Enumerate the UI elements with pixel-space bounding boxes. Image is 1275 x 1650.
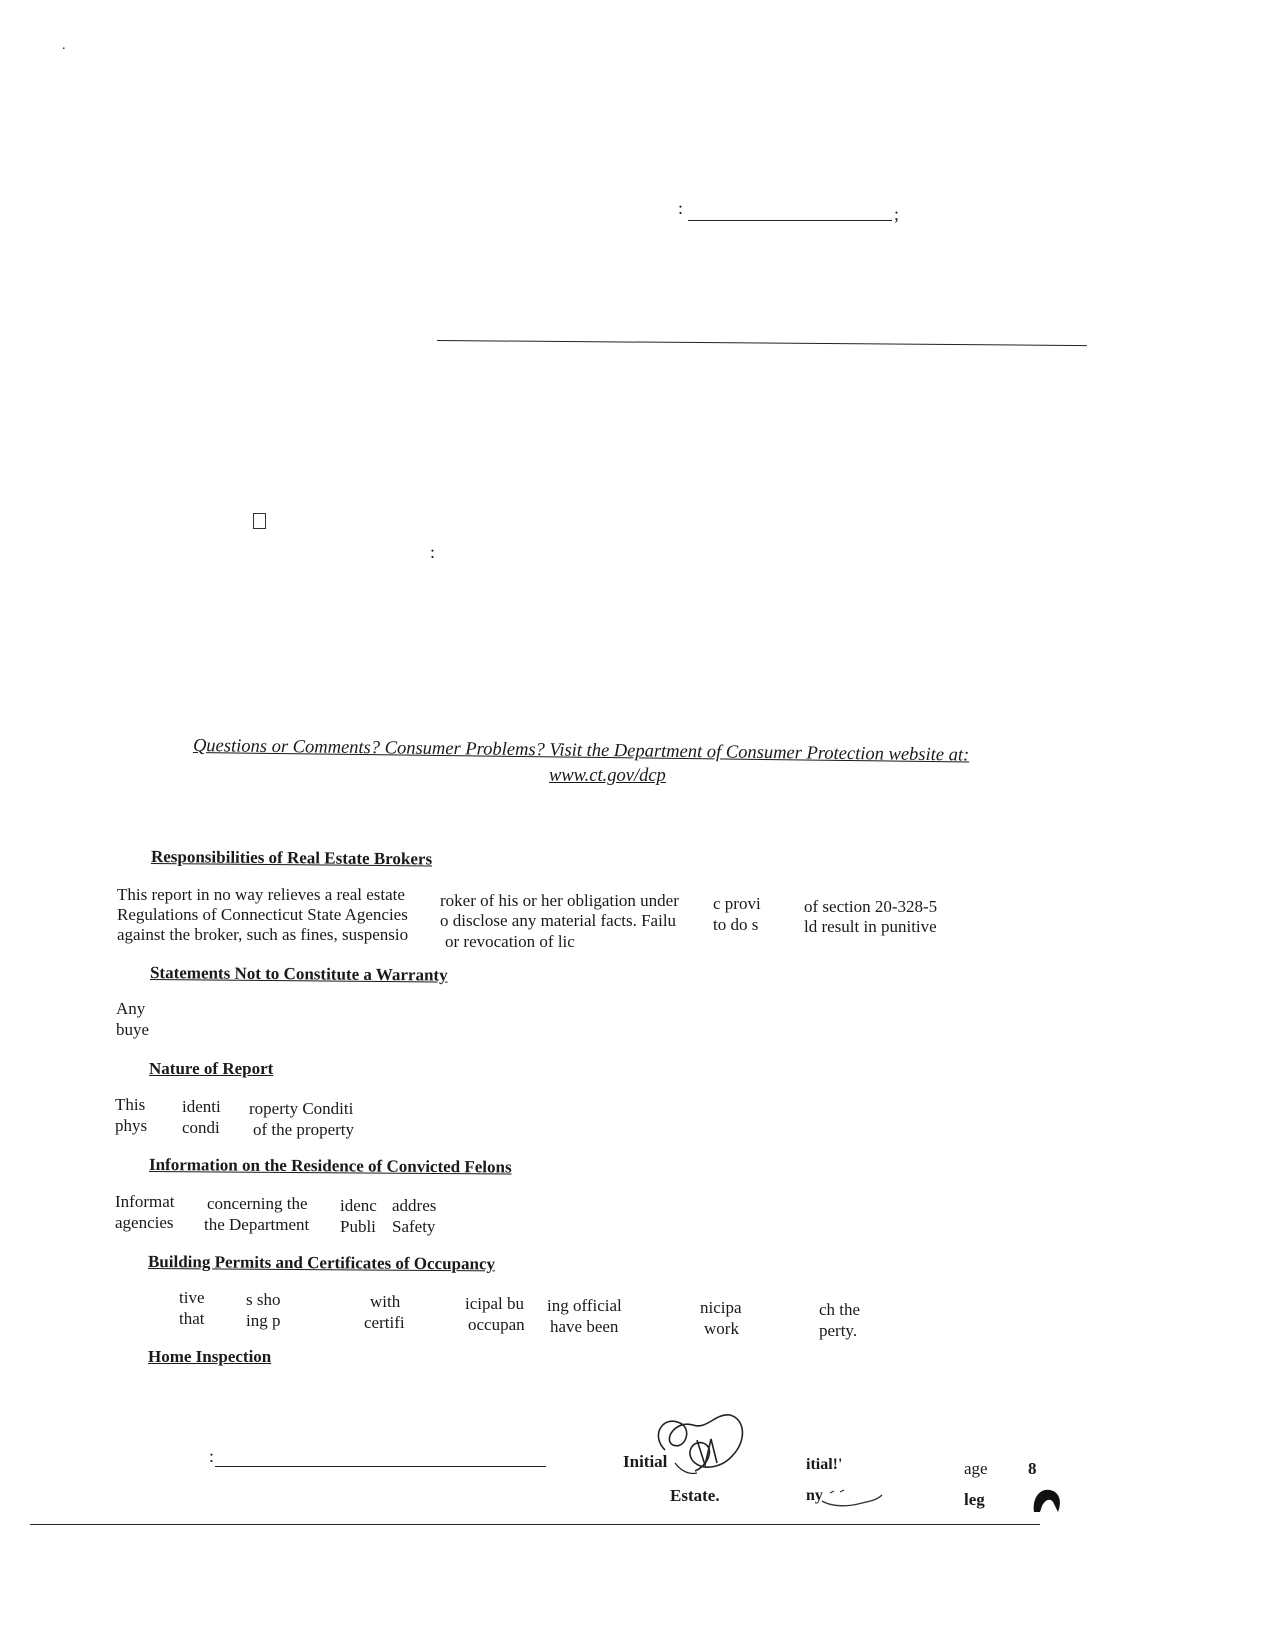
- page-label: age: [964, 1459, 988, 1478]
- text-line: certifi: [364, 1313, 405, 1332]
- handwritten-scribble-icon: [818, 1485, 888, 1509]
- nature-col1: [115, 1093, 147, 1137]
- blank-line-long: [437, 340, 1087, 346]
- brokers-col3: [713, 892, 761, 936]
- initials-mark-icon: [1030, 1486, 1066, 1516]
- page-number: 8: [1028, 1459, 1037, 1478]
- heading-felons: Information on the Residence of Convicted Felons: [148, 1155, 512, 1177]
- text-line: nicipa: [700, 1298, 742, 1317]
- text-line: phys: [115, 1116, 148, 1135]
- page-label-2: leg: [964, 1490, 985, 1509]
- text-line: occupan: [468, 1315, 525, 1334]
- brokers-col1: [117, 883, 408, 946]
- initials-label: Initial: [623, 1452, 668, 1471]
- felons-col1: [115, 1190, 174, 1234]
- field-semicolon: ;: [894, 204, 900, 224]
- text-line: ing p: [246, 1311, 281, 1330]
- text-line: This: [115, 1095, 146, 1114]
- blank-line: [688, 220, 892, 221]
- text-line: work: [704, 1319, 739, 1338]
- text-line: Regulations of Connecticut State Agencies: [117, 905, 408, 924]
- text-line: This report in no way relieves a real estate: [117, 885, 405, 904]
- text-line: ing official: [547, 1296, 622, 1315]
- field-colon: :: [678, 198, 684, 218]
- dcp-notice-line1: Questions or Comments? Consumer Problems? Visit the Department of Consumer Protection website at:: [192, 736, 970, 766]
- text-line: icipal bu: [465, 1294, 525, 1313]
- text-line: Any: [116, 999, 146, 1018]
- felons-col4: [392, 1194, 436, 1238]
- warranty-col1: [116, 997, 149, 1041]
- seller-initials-fragment: itial!': [806, 1456, 843, 1473]
- text-line: identi: [182, 1097, 221, 1116]
- text-line: have been: [550, 1317, 619, 1336]
- text-line: of section 20-328-5: [804, 897, 938, 916]
- text-line: roperty Conditi: [249, 1099, 354, 1118]
- heading-permits: Building Permits and Certificates of Occupancy: [147, 1252, 496, 1274]
- brokers-col4: [804, 895, 937, 938]
- estate-label: Estate.: [670, 1486, 720, 1505]
- text-line: agencies: [115, 1213, 174, 1232]
- text-line: roker of his or her obligation under: [440, 891, 679, 910]
- dcp-notice-url[interactable]: www.ct.gov/dcp: [549, 766, 666, 786]
- text-line: that: [179, 1309, 205, 1328]
- heading-nature: Nature of Report: [149, 1059, 274, 1078]
- nature-col3: [249, 1097, 354, 1141]
- footer-colon: :: [209, 1446, 215, 1466]
- text-line: with: [370, 1292, 401, 1311]
- field-colon-2: :: [430, 542, 436, 562]
- permits-col3: [364, 1290, 405, 1334]
- brokers-col2: [440, 889, 679, 953]
- text-line: addres: [392, 1196, 437, 1215]
- felons-col3: [340, 1194, 377, 1238]
- permits-col2: [246, 1288, 280, 1332]
- permits-col4: [465, 1292, 525, 1336]
- text-line: ld result in punitive: [804, 917, 937, 936]
- heading-brokers: Responsibilities of Real Estate Brokers: [150, 847, 433, 869]
- felons-col2: [204, 1192, 309, 1236]
- heading-home-inspection: Home Inspection: [148, 1347, 272, 1366]
- text-line: to do s: [713, 915, 759, 934]
- permits-col1: [174, 1286, 205, 1330]
- text-line: buye: [116, 1020, 150, 1039]
- text-line: against the broker, such as fines, suspensio: [117, 925, 409, 944]
- text-line: idenc: [340, 1196, 377, 1215]
- text-line: Informat: [115, 1192, 175, 1211]
- text-line: tive: [179, 1288, 205, 1307]
- text-line: concerning the: [207, 1194, 308, 1213]
- text-line: perty.: [819, 1321, 858, 1340]
- stray-mark: .: [62, 38, 66, 53]
- text-line: condi: [182, 1118, 220, 1137]
- signature-line: [215, 1466, 546, 1467]
- heading-warranty: Statements Not to Constitute a Warranty: [149, 963, 448, 985]
- seller-initials-fragment-2: ny: [806, 1487, 823, 1504]
- permits-col6: [700, 1296, 742, 1340]
- text-line: of the property: [253, 1120, 355, 1139]
- nature-col2: [182, 1095, 221, 1139]
- text-line: ch the: [819, 1300, 861, 1319]
- text-line: Publi: [340, 1217, 376, 1236]
- footer-rule: [30, 1524, 1040, 1525]
- text-line: or revocation of lic: [445, 932, 575, 951]
- text-line: o disclose any material facts. Failu: [440, 911, 677, 930]
- permits-col5: [547, 1294, 622, 1338]
- handwritten-initials-icon: [645, 1405, 755, 1485]
- permits-col7: [819, 1298, 860, 1342]
- text-line: s sho: [246, 1290, 281, 1309]
- checkbox[interactable]: [253, 513, 266, 529]
- text-line: c provi: [713, 894, 761, 913]
- text-line: the Department: [204, 1215, 310, 1234]
- text-line: Safety: [392, 1217, 436, 1236]
